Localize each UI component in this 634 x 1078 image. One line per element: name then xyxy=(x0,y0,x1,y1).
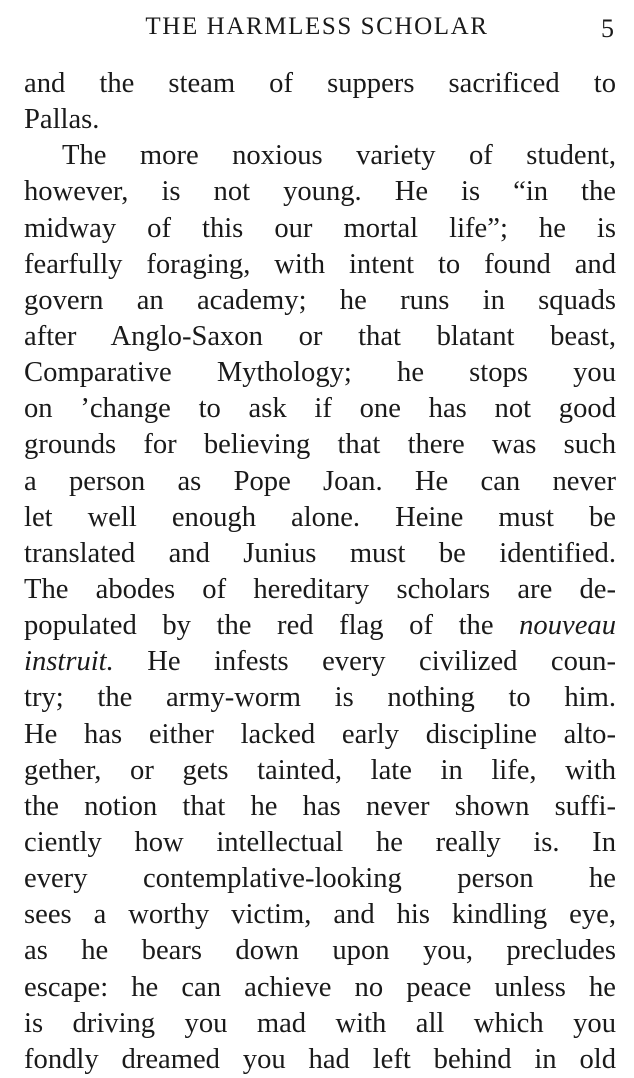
text-line: govern an academy; he runs in squads xyxy=(24,284,616,316)
text-line xyxy=(24,608,616,644)
body-text xyxy=(24,66,616,1078)
text-line: every contemplative-looking person he xyxy=(24,863,616,895)
text-line: fearfully foraging, with intent to found and xyxy=(24,248,616,280)
text-line-segment: He infests every civilized coun- xyxy=(147,646,616,678)
text-line-segment: populated by the red flag of the xyxy=(24,610,494,642)
text-line: sees a worthy victim, and his kindling eye, xyxy=(24,899,616,931)
text-line: however, is not young. He is “in the xyxy=(24,176,616,208)
text-line: The more noxious variety of student, xyxy=(62,140,616,172)
text-line: on ’change to ask if one has not good xyxy=(24,393,616,425)
text-line: He has either lacked early discipline alto- xyxy=(24,718,616,750)
text-line: a person as Pope Joan. He can never xyxy=(24,465,616,497)
text-line: The abodes of hereditary scholars are de- xyxy=(24,573,616,605)
text-line: as he bears down upon you, precludes xyxy=(24,935,616,967)
text-line: is driving you mad with all which you xyxy=(24,1007,616,1039)
text-line: translated and Junius must be identified. xyxy=(24,537,616,569)
page-number: 5 xyxy=(601,14,614,43)
text-line: try; the army-worm is nothing to him. xyxy=(24,682,616,714)
text-line: grounds for believing that there was such xyxy=(24,429,616,461)
text-line: the notion that he has never shown suffi- xyxy=(24,790,616,822)
italic-word: nouveau xyxy=(519,610,616,642)
text-line: fondly dreamed you had left behind in old xyxy=(24,1043,616,1075)
text-line: Pallas. xyxy=(24,104,100,136)
text-line: after Anglo-Saxon or that blatant beast, xyxy=(24,320,616,352)
text-line: let well enough alone. Heine must be xyxy=(24,501,616,533)
text-line: Comparative Mythology; he stops you xyxy=(24,357,616,389)
text-line: escape: he can achieve no peace unless he xyxy=(24,971,616,1003)
text-line: and the steam of suppers sacrificed to xyxy=(24,68,616,99)
text-line: ciently how intellectual he really is. In xyxy=(24,826,616,858)
page-header xyxy=(0,10,634,44)
text-line xyxy=(24,644,616,680)
running-head: THE HARMLESS SCHOLAR xyxy=(145,13,489,40)
italic-word: instruit. xyxy=(24,646,114,678)
text-line: gether, or gets tainted, late in life, with xyxy=(24,754,616,786)
text-line: midway of this our mortal life”; he is xyxy=(24,212,616,244)
